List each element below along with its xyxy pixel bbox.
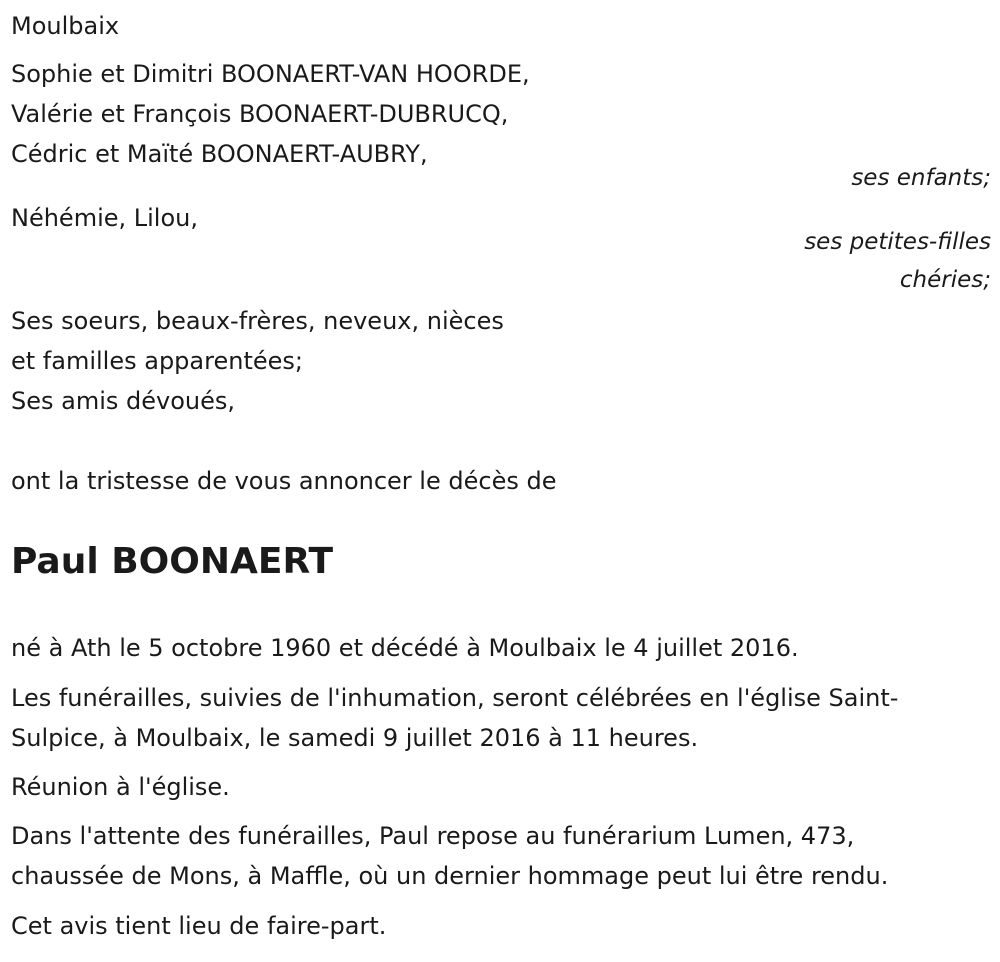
birth-death-text: né à Ath le 5 octobre 1960 et décédé à Moulbaix le 4 juillet 2016. [11, 634, 799, 662]
family-line: Ses amis dévoués, [11, 387, 236, 415]
grandchildren-names: Néhémie, Lilou, [11, 204, 198, 232]
grandchildren-role-line2: chéries; [899, 267, 991, 293]
family-list [11, 301, 991, 421]
child-line: Valérie et François BOONAERT-DUBRUCQ, [11, 100, 509, 128]
children-list [11, 54, 991, 174]
family-line: Ses soeurs, beaux-frères, neveux, nièces [11, 307, 504, 335]
funeral-paragraph [11, 678, 991, 758]
announcement-text: ont la tristesse de vous annoncer le décès de [11, 467, 557, 495]
deceased-name: Paul BOONAERT [11, 541, 334, 582]
rest-line: Dans l'attente des funérailles, Paul repose au funérarium Lumen, 473, [11, 822, 855, 850]
family-line: et familles apparentées; [11, 347, 303, 375]
child-line: Cédric et Maïté BOONAERT-AUBRY, [11, 140, 428, 168]
funeral-line: Les funérailles, suivies de l'inhumation, seront célébrées en l'église Saint- [11, 684, 899, 712]
funeral-line: Sulpice, à Moulbaix, le samedi 9 juillet 2016 à 11 heures. [11, 724, 699, 752]
meeting-text: Réunion à l'église. [11, 773, 230, 801]
header-place: Moulbaix [11, 12, 120, 40]
grandchildren-role-line1: ses petites-filles [804, 229, 991, 255]
closing-text: Cet avis tient lieu de faire-part. [11, 912, 387, 940]
child-line: Sophie et Dimitri BOONAERT-VAN HOORDE, [11, 60, 530, 88]
rest-line: chaussée de Mons, à Maffle, où un dernier hommage peut lui être rendu. [11, 862, 889, 890]
children-role: ses enfants; [851, 165, 991, 191]
rest-paragraph [11, 816, 991, 896]
